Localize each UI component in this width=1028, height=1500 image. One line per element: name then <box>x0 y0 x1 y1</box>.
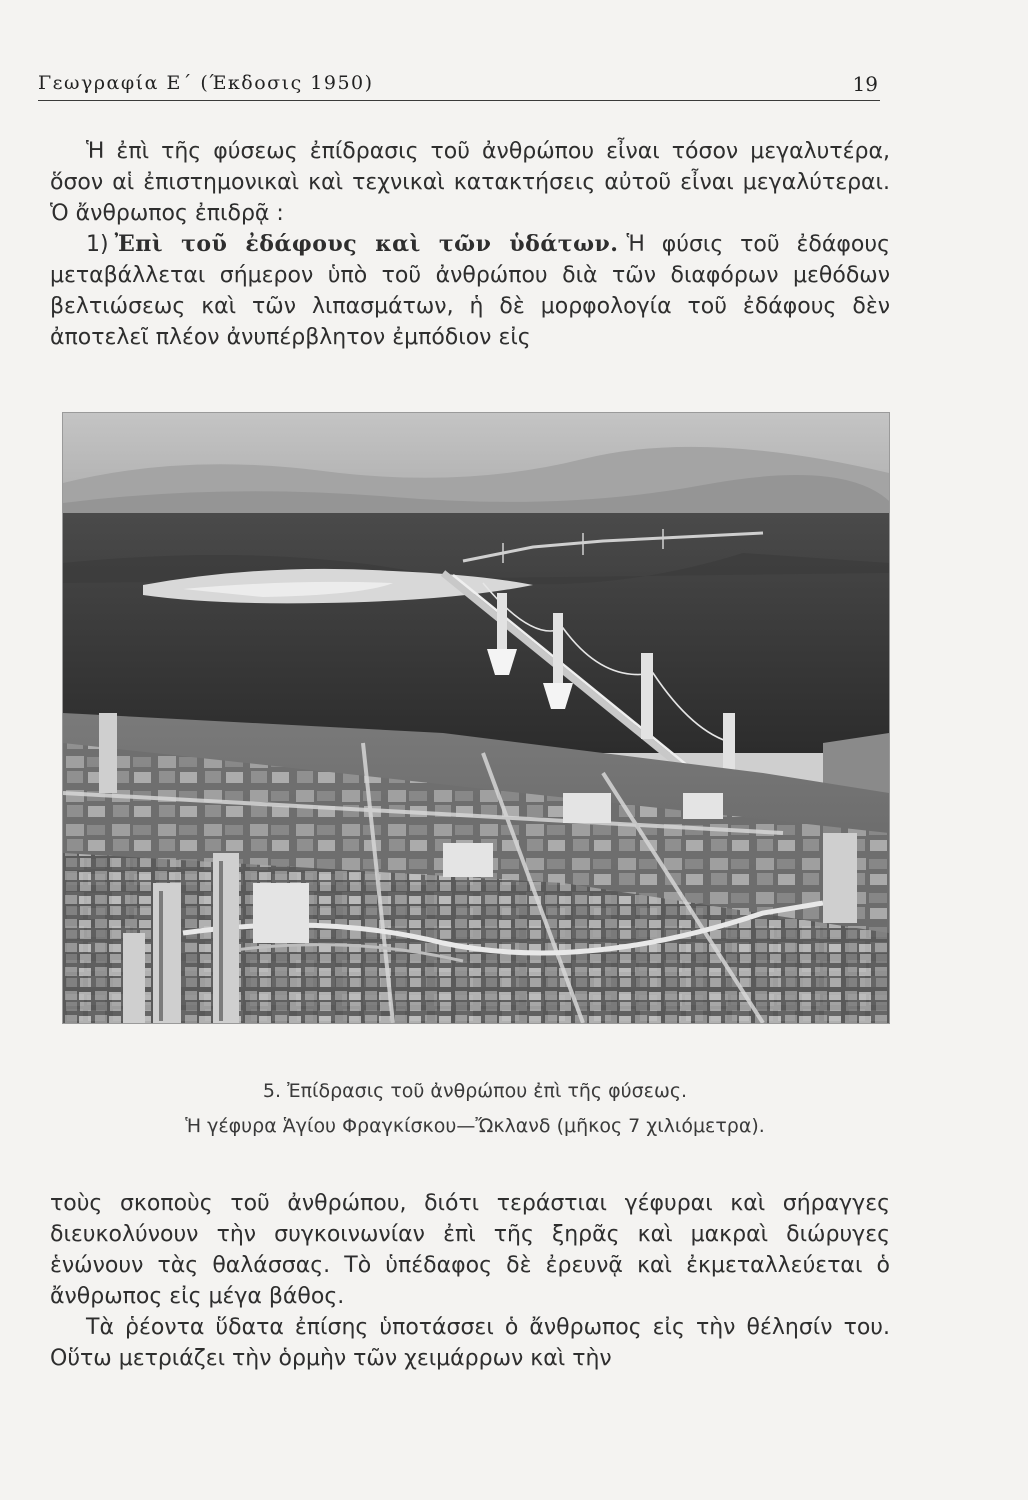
figure-caption-description: Ἡ γέφυρα Ἁγίου Φραγκίσκου—Ὤκλανδ (μῆκος 7 χιλιόμετρα). <box>185 1115 765 1137</box>
figure-caption-title: 5. Ἐπίδρασις τοῦ ἀνθρώπου ἐπὶ τῆς φύσεως. <box>262 1080 688 1102</box>
paragraph-waters: Τὰ ῥέοντα ὕδατα ἐπίσης ὑποτάσσει ὁ ἄνθρωπος εἰς τὴν θέλησίν του. Οὕτω μετριάζει τὴν ὁρμὴν τῶν χειμάρρων καὶ τὴν <box>50 1315 890 1371</box>
text-block-bottom <box>50 1188 890 1374</box>
running-title: Γεωγραφία Ε΄ (Έκδοσις 1950) <box>38 72 374 94</box>
paragraph-item-1 <box>50 229 890 353</box>
page-number: 19 <box>852 72 878 96</box>
item-heading: Ἐπὶ τοῦ ἐδάφους καὶ τῶν ὑδάτων. <box>114 231 619 257</box>
page-header <box>38 66 880 101</box>
bridge-photograph <box>62 412 890 1024</box>
paragraph-continued: τοὺς σκοποὺς τοῦ ἀνθρώπου, διότι τεράστιαι γέφυραι καὶ σήραγγες διευκολύνουν τὴν συγκοινωνίαν ἐπὶ τῆς ξηρᾶς καὶ μακραὶ διώρυγες ἑνώνουν τὰς θαλάσσας. Τὸ ὑπέδαφος δὲ ἐρευνᾷ καὶ ἐκμεταλλεύεται ὁ ἄνθρωπος εἰς μέγα βάθος. <box>50 1191 890 1309</box>
text-block-top <box>50 136 890 353</box>
paragraph-intro: Ἡ ἐπὶ τῆς φύσεως ἐπίδρασις τοῦ ἀνθρώπου εἶναι τόσον μεγαλυτέρα, ὅσον αἱ ἐπιστημονικαὶ καὶ τεχνικαὶ κατακτήσεις αὐτοῦ εἶναι μεγαλύτεραι. Ὁ ἄνθρωπος ἐπιδρᾷ : <box>50 139 890 226</box>
aerial-city-bridge-image <box>63 413 889 1023</box>
item-number: 1) <box>86 232 109 257</box>
item-text: Ἡ φύσις τοῦ ἐδάφους μεταβάλλεται σήμερον ὑπὸ τοῦ ἀνθρώπου διὰ τῶν διαφόρων μεθόδων βελτιώσεως καὶ τῶν λιπασμάτων, ἡ δὲ μορφολογία τοῦ ἐδάφους δὲν ἀποτελεῖ πλέον ἀνυπέρβλητον ἐμπόδιον εἰς <box>50 232 890 350</box>
